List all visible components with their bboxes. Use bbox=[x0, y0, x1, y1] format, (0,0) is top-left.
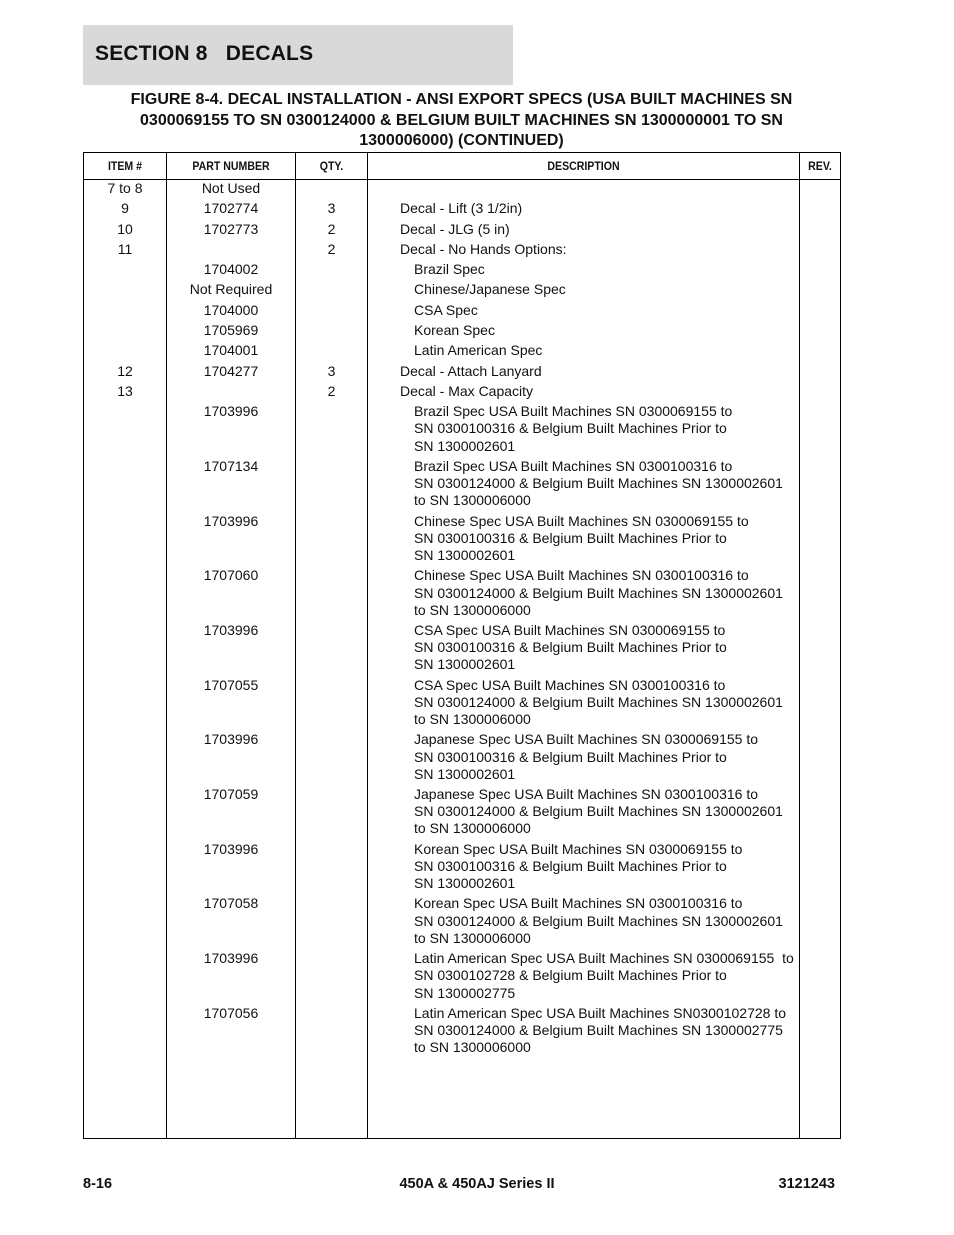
table-header bbox=[84, 153, 840, 180]
table-row bbox=[84, 241, 840, 261]
table-row bbox=[84, 342, 840, 362]
table-row bbox=[84, 677, 840, 732]
figure-title-line: 0300069155 TO SN 0300124000 & BELGIUM BUILT MACHINES SN 1300000001 TO SN bbox=[140, 111, 783, 129]
description-cell: Korean Spec USA Built Machines SN 0300069155 to SN 0300100316 & Belgium Built Machines Prior to SN 1300002601 bbox=[414, 840, 743, 892]
part-number-cell: 1704002 bbox=[203, 261, 259, 278]
item-cell: 12 bbox=[117, 362, 133, 379]
description-cell: Chinese/Japanese Spec bbox=[414, 281, 566, 298]
table-row bbox=[84, 1005, 840, 1060]
description-cell: Chinese Spec USA Built Machines SN 0300100316 to SN 0300124000 & Belgium Built Machines SN 1300002601 to SN 1300006000 bbox=[414, 567, 783, 618]
description-cell: Decal - Lift (3 1/2in) bbox=[400, 200, 523, 217]
table-row bbox=[84, 261, 840, 281]
description-cell: CSA Spec bbox=[414, 301, 478, 318]
table-row bbox=[84, 180, 840, 200]
part-number-cell: 1703996 bbox=[203, 731, 259, 748]
description-cell: CSA Spec USA Built Machines SN 0300069155 to SN 0300100316 & Belgium Built Machines Prior to SN 1300002601 bbox=[414, 622, 727, 673]
description-cell: CSA Spec USA Built Machines SN 0300100316 to SN 0300124000 & Belgium Built Machines SN 1300002601 to SN 1300006000 bbox=[414, 676, 783, 728]
part-number-cell: 1703996 bbox=[203, 950, 259, 967]
description-cell: Decal - Attach Lanyard bbox=[400, 362, 542, 379]
header-rev: REV. bbox=[808, 159, 832, 173]
qty-cell: 2 bbox=[327, 382, 336, 399]
table-row bbox=[84, 841, 840, 896]
item-cell: 7 to 8 bbox=[107, 180, 143, 196]
description-cell: Korean Spec USA Built Machines SN 0300100316 to SN 0300124000 & Belgium Built Machines SN 1300002601 to SN 1300006000 bbox=[414, 895, 783, 946]
table-body bbox=[84, 180, 840, 1060]
part-number-cell: 1707055 bbox=[203, 676, 259, 693]
item-cell: 13 bbox=[117, 382, 133, 399]
item-cell: 11 bbox=[117, 240, 133, 257]
part-number-cell: 1703996 bbox=[203, 840, 259, 857]
table-row bbox=[84, 200, 840, 220]
footer-doc-number: 3121243 bbox=[778, 1176, 835, 1192]
table-row bbox=[84, 731, 840, 786]
part-number-cell: 1704001 bbox=[203, 342, 259, 359]
part-number-cell: 1703996 bbox=[203, 512, 259, 529]
part-number-cell: 1705969 bbox=[203, 322, 259, 339]
part-number-cell: 1703996 bbox=[203, 403, 259, 420]
description-cell: Latin American Spec bbox=[414, 342, 543, 359]
header-qty: QTY. bbox=[319, 159, 344, 173]
part-number-cell: 1702773 bbox=[203, 220, 259, 237]
header-part-number: PART NUMBER bbox=[192, 159, 270, 173]
table-row bbox=[84, 383, 840, 403]
figure-title-line: FIGURE 8-4. DECAL INSTALLATION - ANSI EXPORT SPECS (USA BUILT MACHINES SN bbox=[130, 91, 793, 108]
section-banner bbox=[83, 25, 513, 85]
table-row bbox=[84, 302, 840, 322]
qty-cell: 3 bbox=[327, 200, 336, 217]
table-row bbox=[84, 363, 840, 383]
description-cell: Brazil Spec USA Built Machines SN 0300100316 to SN 0300124000 & Belgium Built Machines SN 1300002601 to SN 1300006000 bbox=[414, 457, 783, 509]
description-cell: Latin American Spec USA Built Machines SN0300102728 to SN 0300124000 & Belgium Built Machines SN 1300002775 to SN 1300006000 bbox=[414, 1004, 787, 1056]
part-number-cell: 1704277 bbox=[203, 362, 259, 379]
table-row bbox=[84, 458, 840, 513]
description-cell: Decal - JLG (5 in) bbox=[400, 220, 510, 237]
part-number-cell: 1707058 bbox=[203, 895, 259, 912]
description-cell: Japanese Spec USA Built Machines SN 0300100316 to SN 0300124000 & Belgium Built Machines SN 1300002601 to SN 1300006000 bbox=[414, 786, 783, 837]
figure-title bbox=[83, 90, 840, 152]
footer-model: 450A & 450AJ Series II bbox=[399, 1176, 555, 1192]
description-cell: Japanese Spec USA Built Machines SN 0300069155 to SN 0300100316 & Belgium Built Machines Prior to SN 1300002601 bbox=[414, 731, 759, 782]
part-number-cell: 1702774 bbox=[203, 200, 259, 217]
part-number-cell: 1707134 bbox=[203, 457, 259, 474]
qty-cell: 2 bbox=[327, 220, 336, 237]
figure-title-line: 1300006000) (CONTINUED) bbox=[359, 132, 564, 149]
table-row bbox=[84, 950, 840, 1005]
table-row bbox=[84, 221, 840, 241]
header-description: DESCRIPTION bbox=[547, 159, 620, 173]
table-row bbox=[84, 786, 840, 841]
parts-table bbox=[83, 152, 841, 1139]
table-row bbox=[84, 403, 840, 458]
footer-page-number: 8-16 bbox=[83, 1176, 113, 1192]
part-number-cell: Not Used bbox=[201, 180, 261, 196]
description-cell: Korean Spec bbox=[414, 322, 495, 339]
description-cell: Brazil Spec USA Built Machines SN 0300069155 to SN 0300100316 & Belgium Built Machines Prior to SN 1300002601 bbox=[414, 403, 733, 454]
item-cell: 10 bbox=[117, 220, 133, 237]
description-cell: Brazil Spec bbox=[414, 261, 485, 278]
qty-cell: 2 bbox=[327, 240, 336, 257]
part-number-cell: 1707060 bbox=[203, 567, 259, 584]
description-cell: Chinese Spec USA Built Machines SN 0300069155 to SN 0300100316 & Belgium Built Machines Prior to SN 1300002601 bbox=[414, 512, 749, 564]
part-number-cell: 1707056 bbox=[203, 1004, 259, 1021]
description-cell: Decal - No Hands Options: bbox=[400, 240, 567, 257]
description-cell: Latin American Spec USA Built Machines SN 0300069155 to SN 0300102728 & Belgium Built Machines Prior to SN 1300002775 bbox=[414, 950, 794, 1001]
header-item: ITEM # bbox=[107, 159, 143, 173]
table-row bbox=[84, 895, 840, 950]
table-row bbox=[84, 322, 840, 342]
item-cell: 9 bbox=[121, 200, 129, 217]
table-row bbox=[84, 513, 840, 568]
table-row bbox=[84, 567, 840, 622]
section-title: SECTION 8 DECALS bbox=[95, 42, 314, 65]
table-row bbox=[84, 622, 840, 677]
description-cell: Decal - Max Capacity bbox=[400, 382, 534, 399]
table-row bbox=[84, 281, 840, 301]
part-number-cell: 1707059 bbox=[203, 786, 259, 803]
part-number-cell: Not Required bbox=[189, 281, 273, 298]
part-number-cell: 1703996 bbox=[203, 622, 259, 639]
part-number-cell: 1704000 bbox=[203, 301, 259, 318]
qty-cell: 3 bbox=[327, 362, 336, 379]
